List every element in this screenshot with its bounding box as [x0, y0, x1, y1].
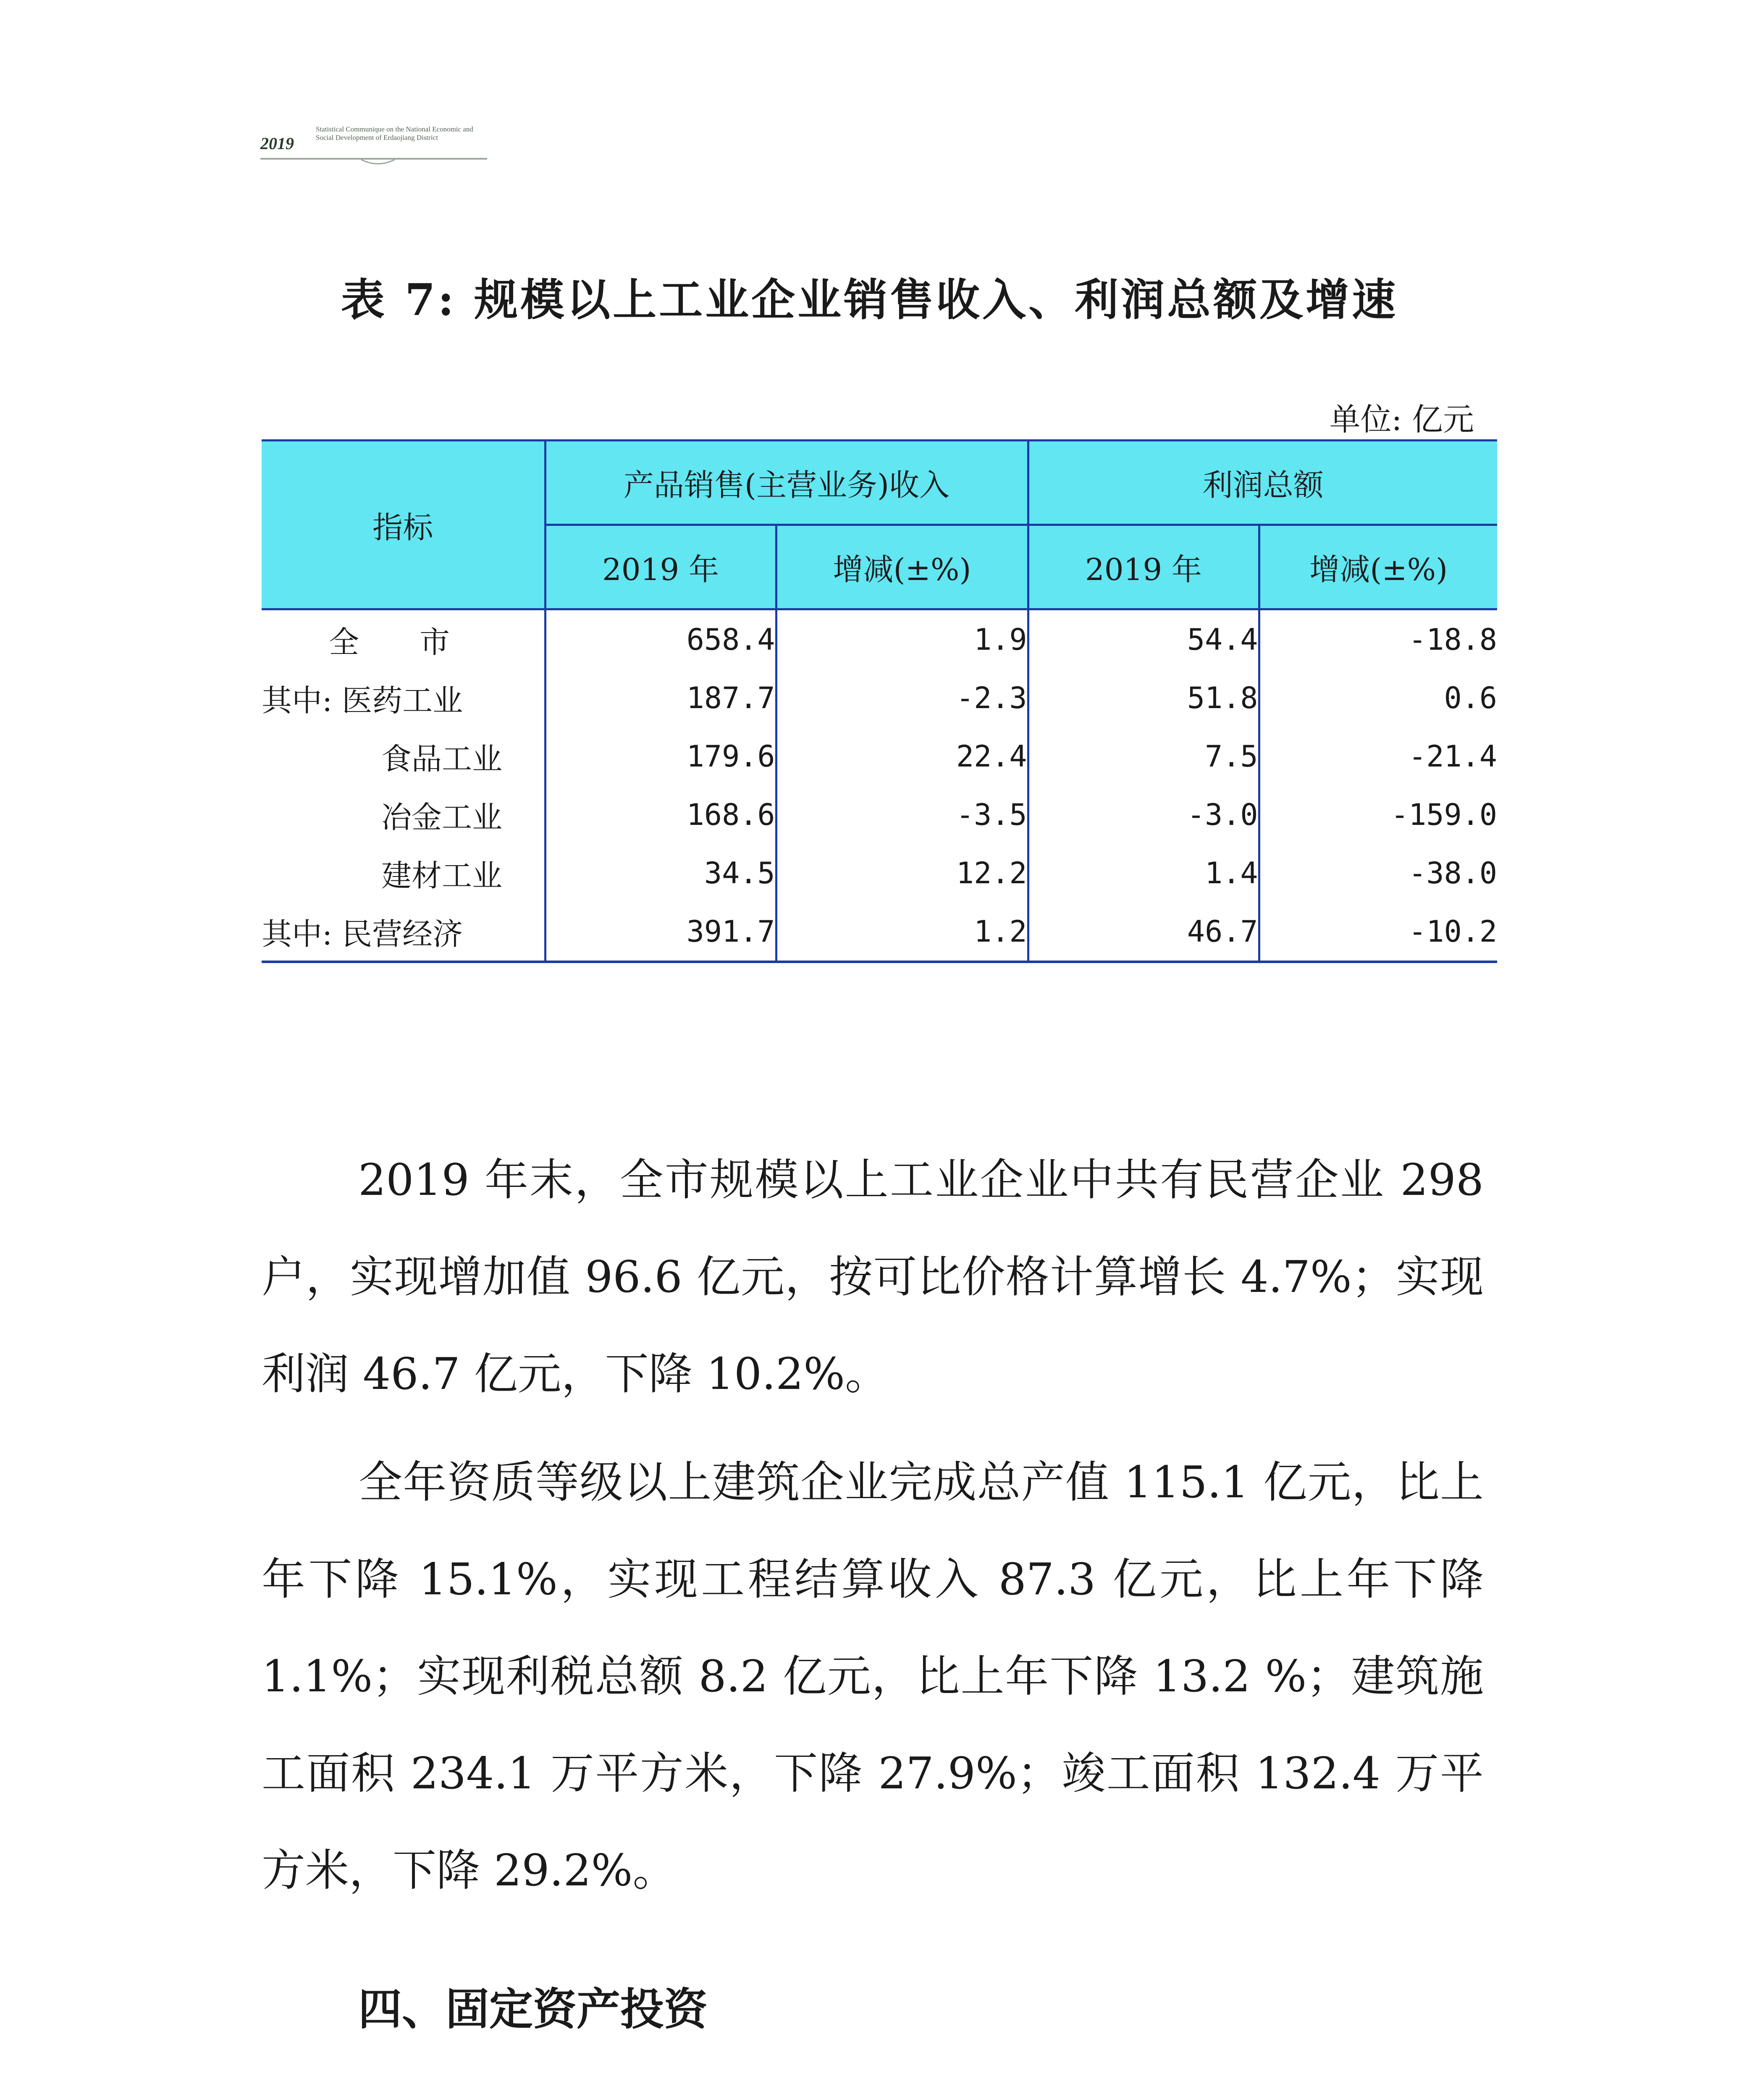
- table-row: [262, 902, 1497, 962]
- header-logo: [260, 123, 487, 166]
- row-label: 建材工业: [262, 844, 545, 902]
- row-label: 冶金工业: [262, 785, 545, 844]
- profit-value: 46.7: [1028, 902, 1259, 962]
- profit-value: 54.4: [1028, 609, 1259, 669]
- table-row: [262, 785, 1497, 844]
- sales-change: -2.3: [776, 669, 1028, 727]
- table-title: 表 7: 规模以上工业企业销售收入、利润总额及增速: [341, 274, 1398, 326]
- table-row: [262, 669, 1497, 727]
- logo-year: 2019: [260, 134, 294, 153]
- profit-value: -3.0: [1028, 785, 1259, 844]
- sales-value: 658.4: [545, 609, 776, 669]
- header-profit-year: 2019 年: [1028, 525, 1259, 609]
- sales-change: 22.4: [776, 727, 1028, 785]
- profit-value: 1.4: [1028, 844, 1259, 902]
- sales-value: 179.6: [545, 727, 776, 785]
- table-unit: 单位: 亿元: [1329, 402, 1474, 438]
- profit-change: 0.6: [1259, 669, 1497, 727]
- header-profit-change: 增减(±%): [1259, 525, 1497, 609]
- sales-profit-table: [262, 439, 1497, 963]
- row-label: 食品工业: [262, 727, 545, 785]
- sales-value: 391.7: [545, 902, 776, 962]
- sales-change: 1.9: [776, 609, 1028, 669]
- logo-ornament-icon: [361, 160, 395, 166]
- table-row: [262, 727, 1497, 785]
- paragraph-private-enterprises: 2019 年末，全市规模以上工业企业中共有民营企业 298 户，实现增加值 96.6 亿元，按可比价格计算增长 4.7%；实现利润 46.7 亿元，下降 10.2%。: [262, 1154, 1484, 1399]
- header-sales-group: 产品销售(主营业务)收入: [545, 441, 1028, 525]
- header-sales-change: 增减(±%): [776, 525, 1028, 609]
- paragraph-construction: 全年资质等级以上建筑企业完成总产值 115.1 亿元，比上年下降 15.1%，实现工程结算收入 87.3 亿元，比上年下降 1.1%；实现利税总额 8.2 亿元，比上年下降 13.2 %；建筑施工面积 234.1 万平方米，下降 27.9%；竣工面积 132.4 万平方米，下降 29.2%。: [262, 1457, 1484, 1896]
- sales-change: 1.2: [776, 902, 1028, 962]
- table-row: [262, 609, 1497, 669]
- logo-text: Statistical Communique on the National Economic and Social Development of Erdaojiang District: [316, 125, 473, 142]
- sales-value: 168.6: [545, 785, 776, 844]
- sales-value: 34.5: [545, 844, 776, 902]
- profit-change: -10.2: [1259, 902, 1497, 962]
- table-row: [262, 844, 1497, 902]
- profit-change: -21.4: [1259, 727, 1497, 785]
- row-label: 其中: 民营经济: [262, 902, 545, 962]
- row-label: 其中: 医药工业: [262, 669, 545, 727]
- profit-value: 7.5: [1028, 727, 1259, 785]
- sales-change: 12.2: [776, 844, 1028, 902]
- row-label: 全 市: [262, 609, 545, 669]
- sales-value: 187.7: [545, 669, 776, 727]
- header-indicator: 指标: [262, 441, 545, 609]
- sales-change: -3.5: [776, 785, 1028, 844]
- section-heading: 四、固定资产投资: [358, 1983, 708, 2035]
- profit-change: -18.8: [1259, 609, 1497, 669]
- profit-value: 51.8: [1028, 669, 1259, 727]
- profit-change: -38.0: [1259, 844, 1497, 902]
- header-profit-group: 利润总额: [1028, 441, 1497, 525]
- header-sales-year: 2019 年: [545, 525, 776, 609]
- profit-change: -159.0: [1259, 785, 1497, 844]
